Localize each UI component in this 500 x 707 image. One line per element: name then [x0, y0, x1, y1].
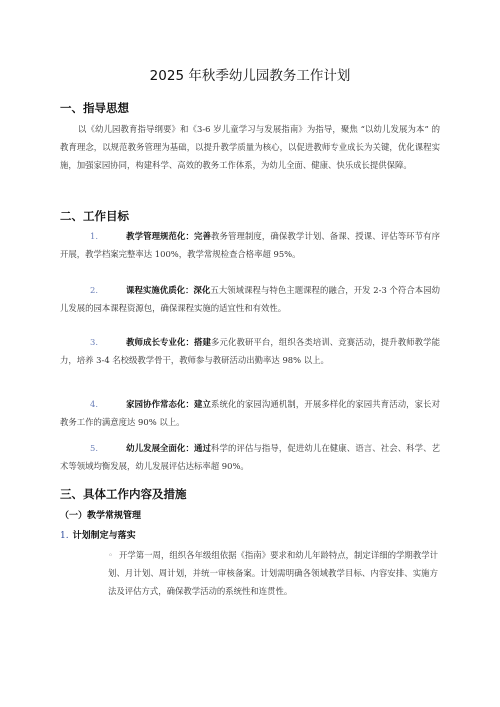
bullet-paragraph	[108, 546, 438, 600]
goal-label: 教学管理规范化：	[126, 231, 195, 241]
goal-item	[60, 282, 440, 317]
goal-text: 系统化的家园沟通机制，开展多样化的家园共育活动，家长对教务工作的满意度达 90% 以上。	[60, 399, 441, 427]
goal-label: 教师成长专业化：	[126, 337, 195, 347]
page-title: 2025 年秋季幼儿园教务工作计划	[149, 68, 351, 84]
guiding-ideology-paragraph: 以《幼儿园教育指导纲要》和《3-6 岁儿童学习与发展指南》为指导，聚焦 “以幼儿发展为本” 的教育理念，以规范教务管理为基础，以提升教学质量为核心，以促进教师专业成长为关键，优化课程实施，加强家园协同，构建科学、高效的教务工作体系，为幼儿全面、健康、快乐成长提供保障。	[60, 124, 440, 170]
item-label: 计划制定与落实	[72, 531, 136, 541]
goal-keyword: 建立	[194, 399, 211, 409]
bullet-text: 开学第一周，组织各年级组依据《指南》要求和幼儿年龄特点，制定详细的学期教学计划、月计划、周计划，并统一审核备案。计划需明确各领域教学目标、内容安排、实施方法及评估方式，确保教学活动的系统性和连贯性。	[108, 550, 438, 596]
bullet-mark: ◦	[108, 550, 113, 560]
goal-number: 5.	[90, 443, 98, 453]
goal-label: 课程实施优质化：	[126, 285, 194, 295]
goal-number: 2.	[90, 285, 98, 295]
goal-number: 1.	[90, 231, 98, 241]
goal-text: 多元化教研平台，组织各类培训、竞赛活动，提升教师教学能力，培养 3-4 名校级教学骨干，教师参与教研活动出勤率达 98% 以上。	[60, 337, 441, 365]
goal-keyword: 完善	[194, 231, 211, 241]
goal-item	[60, 396, 440, 431]
goal-item	[60, 440, 440, 475]
goal-keyword: 通过	[194, 443, 211, 453]
section-heading-measures: 三、具体工作内容及措施	[60, 487, 187, 501]
goal-keyword: 搭建	[194, 337, 211, 347]
goal-label: 幼儿发展全面化：	[126, 443, 195, 453]
item-number: 1.	[60, 531, 69, 541]
goal-text: 教务管理制度，确保教学计划、备课、授课、评估等环节有序开展，教学档案完整率达 100%，教学常规检查合格率超 95%。	[60, 231, 441, 259]
goal-number: 3.	[90, 337, 98, 347]
goal-label: 家园协作常态化：	[126, 399, 195, 409]
goal-keyword: 深化	[193, 285, 211, 295]
goal-text: 五大领域课程与特色主题课程的融合，开发 2-3 个符合本园幼儿发展的园本课程资源包，确保课程实施的适宜性和有效性。	[60, 285, 441, 313]
section-heading-guiding-ideology: 一、指导思想	[60, 101, 129, 115]
goal-item	[60, 228, 440, 263]
item-heading-plan	[60, 528, 136, 541]
section-heading-goals: 二、工作目标	[60, 209, 129, 223]
subsection-heading-teaching-routine: （一）教学常规管理	[60, 511, 142, 521]
goal-text: 科学的评估与指导，促进幼儿在健康、语言、社会、科学、艺术等领域均衡发展，幼儿发展评估达标率超 90%。	[60, 443, 441, 471]
goal-item	[60, 334, 440, 369]
goal-number: 4.	[90, 399, 98, 409]
